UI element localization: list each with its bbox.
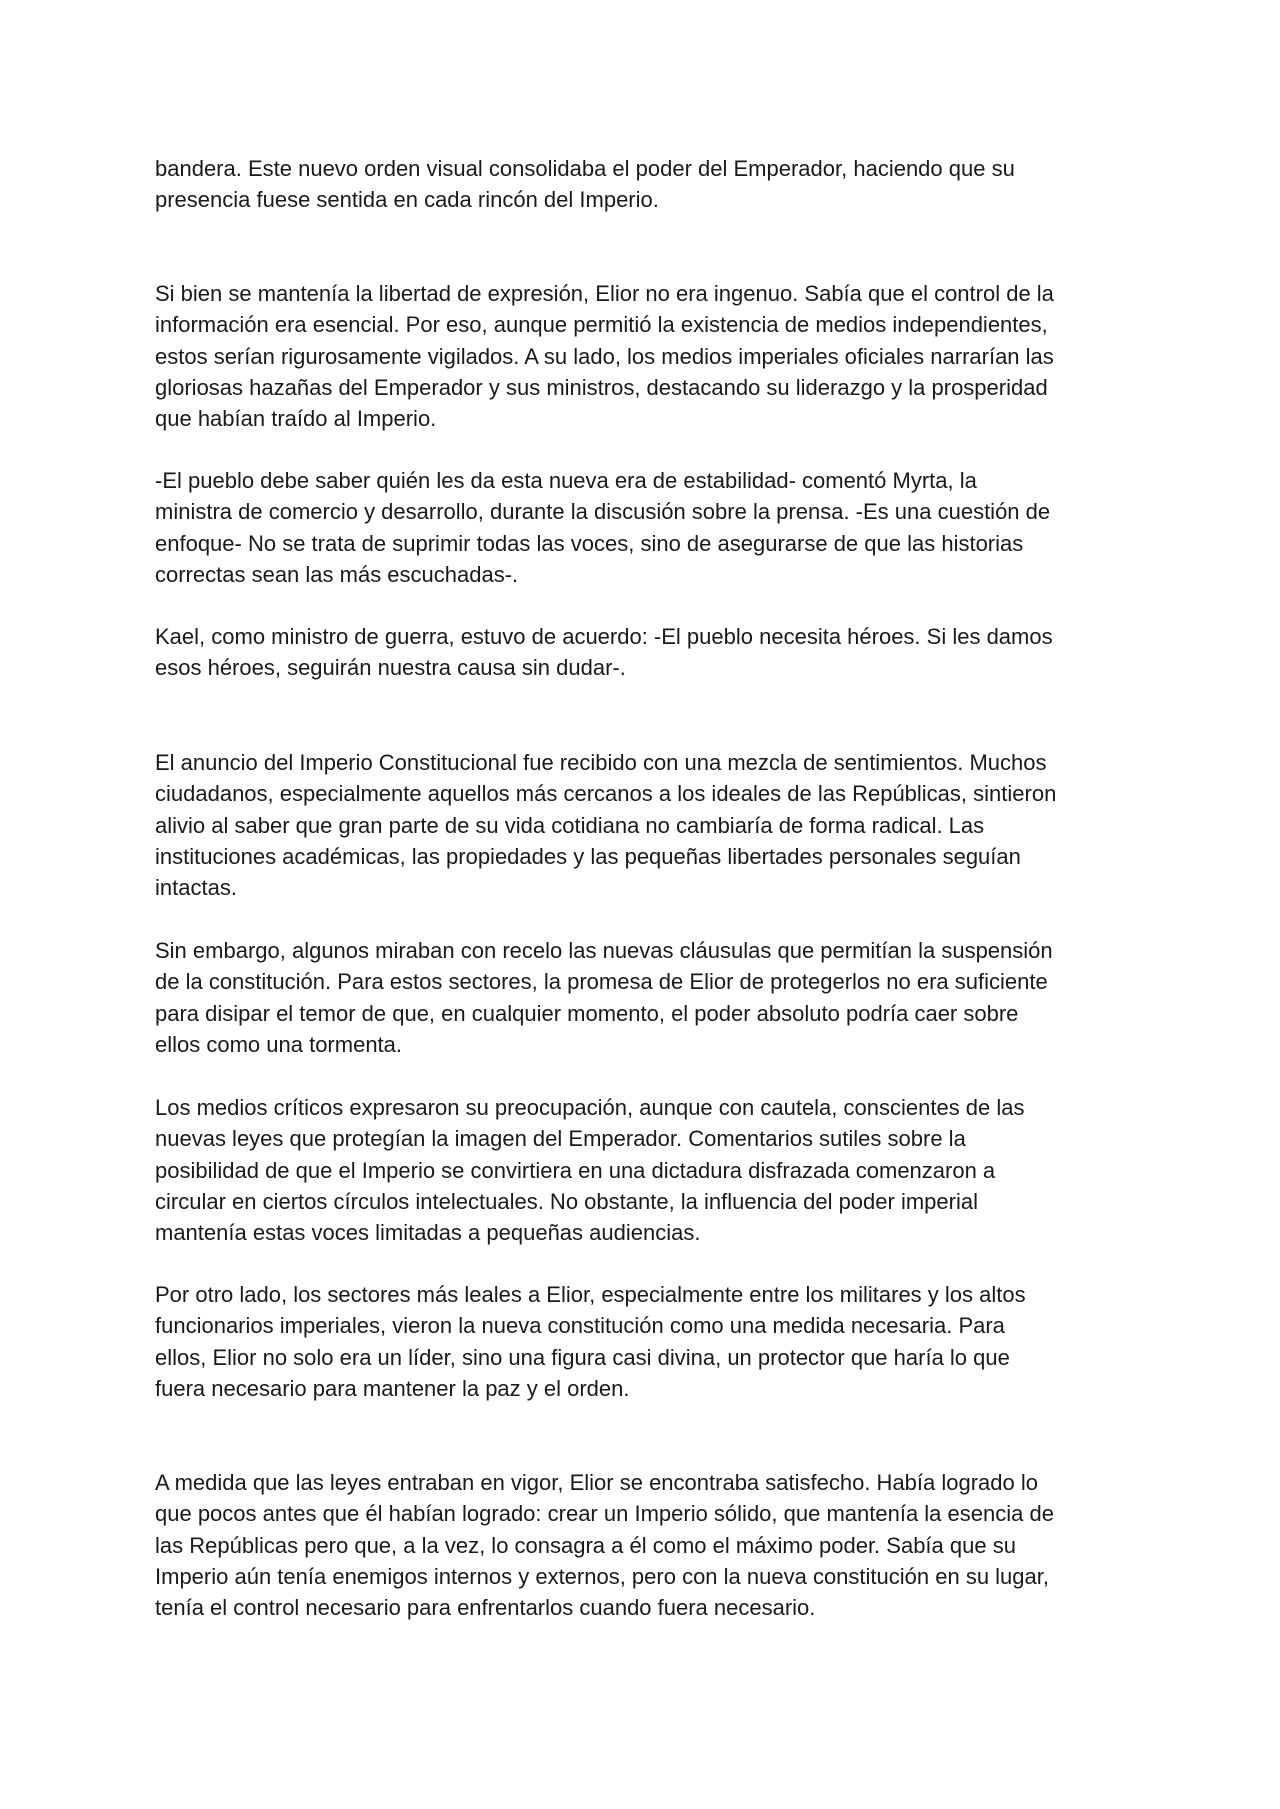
paragraph-line: funcionarios imperiales, vieron la nueva constitución como una medida necesaria. Para bbox=[155, 1313, 1005, 1339]
paragraph-line: información era esencial. Por eso, aunque permitió la existencia de medios independientes, bbox=[155, 312, 1048, 338]
paragraph-line: intactas. bbox=[155, 875, 237, 901]
paragraph-line: presencia fuese sentida en cada rincón del Imperio. bbox=[155, 187, 659, 213]
paragraph-line: posibilidad de que el Imperio se convirtiera en una dictadura disfrazada comenzaron a bbox=[155, 1157, 996, 1183]
paragraph-5 bbox=[155, 747, 1130, 903]
paragraph-line: instituciones académicas, las propiedades y las pequeñas libertades personales seguían bbox=[155, 843, 1021, 869]
paragraph-line: que habían traído al Imperio. bbox=[155, 406, 437, 432]
paragraph-4 bbox=[155, 621, 1130, 684]
paragraph-1 bbox=[155, 153, 1130, 216]
paragraph-line: fuera necesario para mantener la paz y el orden. bbox=[155, 1375, 630, 1401]
paragraph-line: alivio al saber que gran parte de su vida cotidiana no cambiaría de forma radical. Las bbox=[155, 812, 985, 838]
paragraph-line: ciudadanos, especialmente aquellos más cercanos a los ideales de las Repúblicas, sintieron bbox=[155, 781, 1057, 807]
paragraph-line: ministra de comercio y desarrollo, durante la discusión sobre la prensa. -Es una cuestión de bbox=[155, 499, 1051, 525]
paragraph-line: de la constitución. Para estos sectores, la promesa de Elior de protegerlos no era suficiente bbox=[155, 969, 1048, 995]
paragraph-line: Kael, como ministro de guerra, estuvo de acuerdo: -El pueblo necesita héroes. Si les damos bbox=[155, 624, 1053, 649]
paragraph-2 bbox=[155, 278, 1130, 434]
paragraph-line: nuevas leyes que protegían la imagen del Emperador. Comentarios sutiles sobre la bbox=[155, 1126, 966, 1152]
paragraph-line: Por otro lado, los sectores más leales a Elior, especialmente entre los militares y los altos bbox=[155, 1282, 1026, 1307]
paragraph-line: tenía el control necesario para enfrentarlos cuando fuera necesario. bbox=[155, 1595, 816, 1621]
paragraph-line: A medida que las leyes entraban en vigor, Elior se encontraba satisfecho. Había logrado lo bbox=[155, 1470, 1038, 1495]
paragraph-line: las Repúblicas pero que, a la vez, lo consagra a él como el máximo poder. Sabía que su bbox=[155, 1532, 1016, 1558]
paragraph-line: estos serían rigurosamente vigilados. A su lado, los medios imperiales oficiales narrarían las bbox=[155, 343, 1054, 369]
paragraph-line: esos héroes, seguirán nuestra causa sin dudar-. bbox=[155, 655, 626, 681]
paragraph-line: El anuncio del Imperio Constitucional fue recibido con una mezcla de sentimientos. Muchos bbox=[155, 750, 1047, 775]
paragraph-line: Imperio aún tenía enemigos internos y externos, pero con la nueva constitución en su lugar, bbox=[155, 1563, 1049, 1589]
paragraph-line: gloriosas hazañas del Emperador y sus ministros, destacando su liderazgo y la prosperidad bbox=[155, 374, 1048, 400]
paragraph-line: que pocos antes que él habían logrado: crear un Imperio sólido, que mantenía la esencia de bbox=[155, 1501, 1054, 1527]
paragraph-3 bbox=[155, 465, 1130, 590]
paragraph-line: bandera. Este nuevo orden visual consolidaba el poder del Emperador, haciendo que su bbox=[155, 156, 1015, 181]
paragraph-line: correctas sean las más escuchadas-. bbox=[155, 561, 519, 587]
paragraph-line: ellos como una tormenta. bbox=[155, 1031, 403, 1057]
paragraph-9 bbox=[155, 1467, 1130, 1623]
paragraph-7 bbox=[155, 1092, 1130, 1248]
paragraph-line: Si bien se mantenía la libertad de expresión, Elior no era ingenuo. Sabía que el control de la bbox=[155, 281, 1054, 306]
paragraph-6 bbox=[155, 935, 1130, 1060]
paragraph-line: Los medios críticos expresaron su preocupación, aunque con cautela, conscientes de las bbox=[155, 1095, 1025, 1120]
paragraph-line: -El pueblo debe saber quién les da esta nueva era de estabilidad- comentó Myrta, la bbox=[155, 468, 977, 493]
paragraph-line: circular en ciertos círculos intelectuales. No obstante, la influencia del poder imperial bbox=[155, 1188, 978, 1214]
paragraph-line: enfoque- No se trata de suprimir todas las voces, sino de asegurarse de que las historias bbox=[155, 530, 1024, 556]
paragraph-line: Sin embargo, algunos miraban con recelo las nuevas cláusulas que permitían la suspensión bbox=[155, 938, 1053, 963]
paragraph-line: mantenía estas voces limitadas a pequeñas audiencias. bbox=[155, 1220, 701, 1246]
paragraph-line: para disipar el temor de que, en cualquier momento, el poder absoluto podría caer sobre bbox=[155, 1000, 1019, 1026]
paragraph-line: ellos, Elior no solo era un líder, sino una figura casi divina, un protector que haría lo que bbox=[155, 1344, 1010, 1370]
paragraph-8 bbox=[155, 1279, 1130, 1404]
